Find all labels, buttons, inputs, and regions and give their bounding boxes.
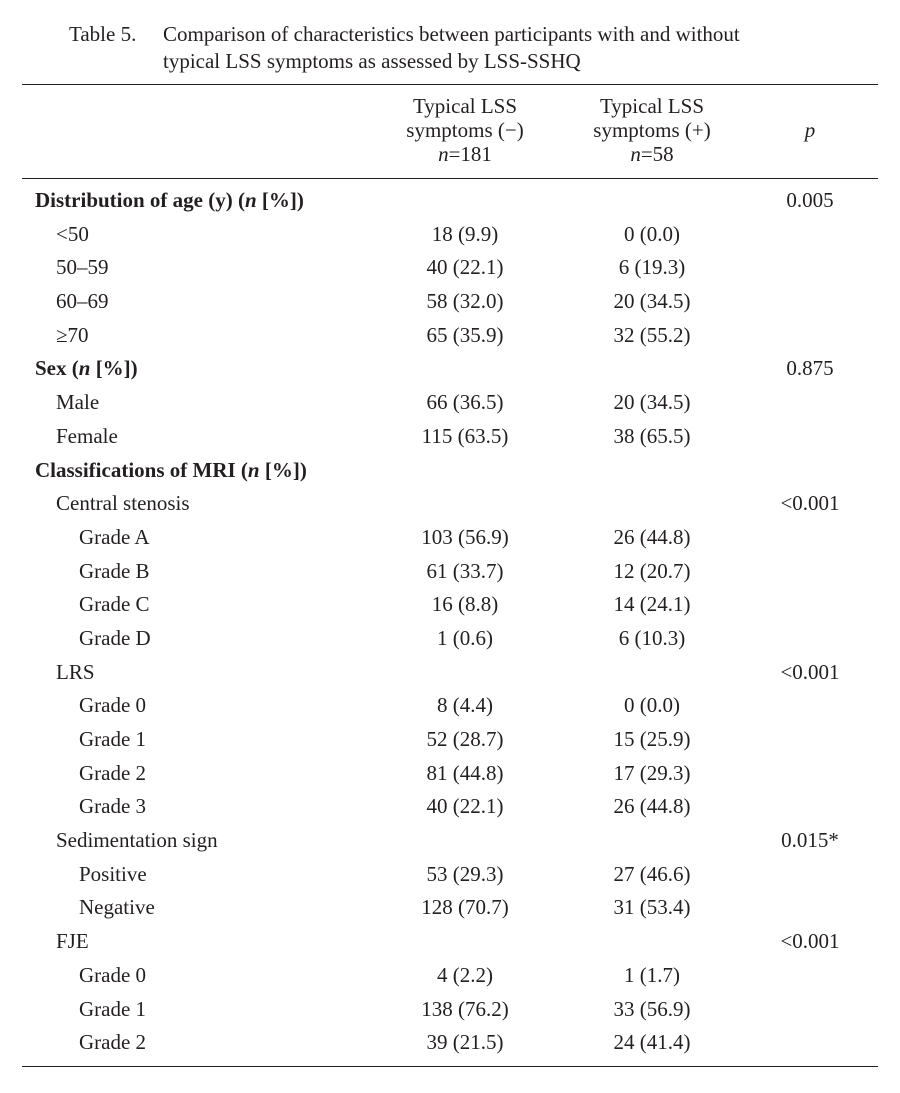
cell-symptoms-negative: 40 (22.1) (426, 255, 504, 280)
header-neg-n (375, 142, 555, 166)
row-label: Grade 1 (79, 996, 147, 1021)
row-label: Grade 0 (79, 962, 147, 987)
row-label (35, 184, 304, 218)
cell-symptoms-negative: 52 (28.7) (426, 727, 504, 751)
cell-symptoms-positive: 31 (53.4) (613, 895, 691, 920)
section-row (0, 454, 900, 488)
cell-symptoms-negative: 128 (70.7) (421, 895, 509, 920)
cell-symptoms-positive: 20 (34.5) (613, 390, 691, 415)
row-label-tail: [%]) (259, 457, 307, 482)
table-row (0, 858, 900, 892)
cell-symptoms-negative: 16 (8.8) (431, 592, 499, 617)
cell-symptoms-positive: 24 (41.4) (613, 1030, 691, 1055)
row-label-text: Sex ( (35, 356, 79, 381)
header-neg-line-1: Typical LSS (412, 94, 518, 118)
cell-p-value: <0.001 (780, 659, 840, 684)
cell-symptoms-positive: 20 (34.5) (613, 289, 691, 314)
row-label-n: n (247, 457, 260, 482)
header-rule (22, 178, 878, 179)
cell-p-value: 0.875 (786, 356, 834, 381)
cell-symptoms-negative: 115 (63.5) (421, 423, 509, 448)
group-row (0, 420, 900, 454)
row-label-text: Distribution of age (y) ( (35, 188, 245, 212)
cell-symptoms-negative: 103 (56.9) (421, 524, 509, 549)
cell-symptoms-negative: 138 (76.2) (421, 996, 509, 1021)
cell-symptoms-positive: 14 (24.1) (613, 592, 691, 617)
header-pos-n-value: =58 (640, 142, 674, 166)
table-row (0, 555, 900, 589)
table-body (0, 184, 900, 1060)
row-label: Grade B (79, 558, 150, 583)
table-row (0, 689, 900, 723)
group-row (0, 251, 900, 285)
section-row (0, 352, 900, 386)
cell-p-value: 0.005 (786, 188, 834, 212)
table-title-line-2: typical LSS symptoms as assessed by LSS-SSHQ (163, 49, 581, 73)
cell-symptoms-negative: 81 (44.8) (426, 760, 504, 785)
table-number: Table 5. (69, 22, 137, 46)
row-label: Grade 2 (79, 760, 147, 785)
cell-symptoms-negative: 1 (0.6) (437, 625, 493, 650)
cell-p-value: 0.015* (781, 828, 839, 853)
header-neg-line-2: symptoms (−) (406, 118, 524, 142)
row-label: <50 (56, 221, 89, 246)
cell-symptoms-negative: 58 (32.0) (426, 289, 504, 314)
group-row (0, 824, 900, 858)
group-row (0, 487, 900, 521)
cell-symptoms-positive: 6 (10.3) (618, 625, 686, 650)
row-label: Grade D (79, 625, 151, 650)
cell-symptoms-positive: 0 (0.0) (624, 693, 680, 718)
row-label: 50–59 (56, 255, 109, 280)
row-label-tail: [%]) (90, 356, 138, 381)
table-row (0, 790, 900, 824)
row-label (35, 352, 138, 386)
section-row (0, 184, 900, 218)
header-pos-line-1: Typical LSS (599, 94, 705, 118)
header-symptoms-negative (375, 94, 555, 166)
bottom-rule (22, 1066, 878, 1067)
cell-symptoms-positive: 27 (46.6) (613, 861, 691, 886)
cell-symptoms-positive: 26 (44.8) (613, 794, 691, 819)
row-label: Positive (79, 861, 147, 886)
row-label: Grade 2 (79, 1030, 147, 1055)
row-label: Grade C (79, 592, 150, 617)
header-pos-line-2: symptoms (+) (593, 118, 711, 142)
group-row (0, 285, 900, 319)
row-label: Grade 0 (79, 693, 147, 718)
table-row (0, 891, 900, 925)
cell-symptoms-negative: 8 (4.4) (437, 693, 493, 718)
table-row (0, 521, 900, 555)
cell-p-value: <0.001 (780, 491, 840, 516)
cell-symptoms-negative: 4 (2.2) (437, 962, 493, 987)
cell-symptoms-negative: 18 (9.9) (431, 221, 499, 246)
row-label: Central stenosis (56, 491, 190, 516)
table-row (0, 959, 900, 993)
group-row (0, 218, 900, 252)
cell-symptoms-positive: 12 (20.7) (613, 558, 691, 583)
table-row (0, 723, 900, 757)
table-row (0, 622, 900, 656)
cell-symptoms-positive: 32 (55.2) (613, 322, 691, 347)
cell-symptoms-negative: 65 (35.9) (426, 322, 504, 347)
row-label: Grade 1 (79, 727, 147, 751)
row-label: 60–69 (56, 289, 109, 314)
cell-symptoms-negative: 40 (22.1) (426, 794, 504, 819)
header-pos-n-var: n (630, 142, 641, 166)
table-row (0, 588, 900, 622)
group-row (0, 386, 900, 420)
cell-symptoms-negative: 39 (21.5) (426, 1030, 504, 1055)
cell-symptoms-positive: 15 (25.9) (613, 727, 691, 751)
row-label: Male (56, 390, 100, 415)
cell-symptoms-positive: 26 (44.8) (613, 524, 691, 549)
row-label: FJE (56, 929, 89, 954)
table-row (0, 993, 900, 1027)
cell-symptoms-positive: 0 (0.0) (624, 221, 680, 246)
row-label: LRS (56, 659, 95, 684)
cell-symptoms-negative: 53 (29.3) (426, 861, 504, 886)
cell-symptoms-positive: 38 (65.5) (613, 423, 691, 448)
header-symptoms-positive (562, 94, 742, 166)
row-label-text: Classifications of MRI ( (35, 457, 248, 482)
table-header (0, 94, 900, 174)
row-label: Grade A (79, 524, 150, 549)
table-row (0, 1026, 900, 1060)
table-row (0, 757, 900, 791)
header-neg-n-value: =181 (448, 142, 492, 166)
header-pos-n (562, 142, 742, 166)
header-neg-n-var: n (438, 142, 449, 166)
row-label: Sedimentation sign (56, 828, 218, 853)
cell-symptoms-negative: 66 (36.5) (426, 390, 504, 415)
cell-symptoms-positive: 1 (1.7) (624, 962, 680, 987)
row-label-n: n (244, 188, 257, 212)
header-p-value: p (804, 118, 816, 142)
row-label-tail: [%]) (256, 188, 304, 212)
cell-symptoms-negative: 61 (33.7) (426, 558, 504, 583)
row-label-n: n (78, 356, 91, 381)
table-title-line-1: Comparison of characteristics between participants with and without (163, 22, 740, 46)
group-row (0, 319, 900, 353)
group-row (0, 925, 900, 959)
row-label: Grade 3 (79, 794, 147, 819)
cell-symptoms-positive: 6 (19.3) (618, 255, 686, 280)
cell-symptoms-positive: 33 (56.9) (613, 996, 691, 1021)
group-row (0, 656, 900, 690)
row-label (35, 454, 307, 488)
top-rule (22, 84, 878, 85)
row-label: Negative (79, 895, 155, 920)
row-label: Female (56, 423, 118, 448)
table-title (163, 21, 863, 75)
cell-symptoms-positive: 17 (29.3) (613, 760, 691, 785)
cell-p-value: <0.001 (780, 929, 840, 954)
row-label: ≥70 (56, 322, 89, 347)
